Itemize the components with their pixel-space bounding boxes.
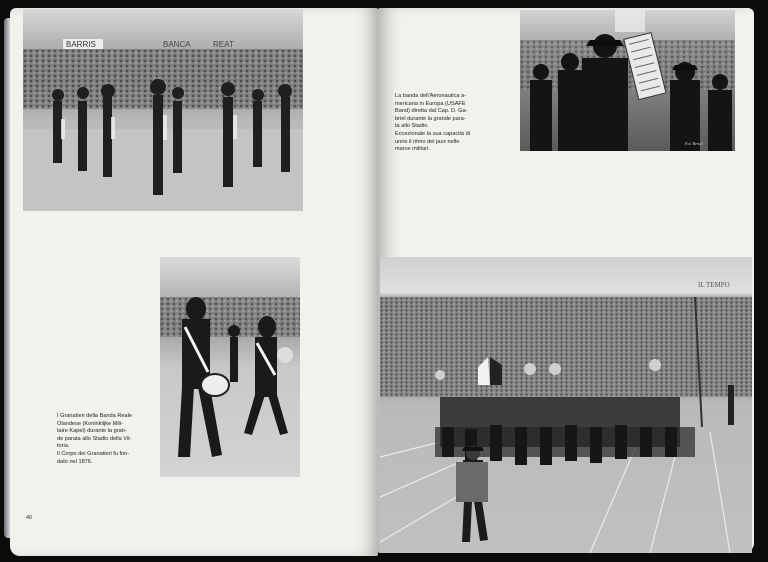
caption-line: unire il ritmo del jazz nelle xyxy=(395,138,460,145)
photo-dutch-grenadiers xyxy=(160,257,300,477)
caption-line: Eccezionale la sua capacità di xyxy=(395,130,470,137)
caption-line: mericana in Europa (USAFE xyxy=(395,100,466,107)
stadium-sign-banca: BANCA xyxy=(163,40,191,49)
caption-line: La banda dell'Aeronautica a- xyxy=(395,93,467,99)
caption-line: briel durante la grande para- xyxy=(395,115,466,122)
caption-line: de parata allo Stadio della Vit- xyxy=(57,435,132,442)
caption-line: Il Corpo dei Granatieri fu fon- xyxy=(57,450,130,457)
caption-line: taire Kapel) durante la gran- xyxy=(57,428,127,435)
caption-line: I Granatieri della Banda Reale xyxy=(57,413,132,419)
photo-usafe-band-conductor xyxy=(520,10,735,151)
stadium-sign-il-tempo: IL TEMPO xyxy=(698,281,730,289)
caption-line: dato nel 1876. xyxy=(57,458,93,465)
page-number: 40 xyxy=(26,515,33,521)
photo-stadium-parade xyxy=(380,257,752,553)
caption-dutch-grenadiers xyxy=(57,413,157,466)
photo-credit: Fot. Bersel xyxy=(685,141,703,146)
stadium-sign-reat: REAT xyxy=(213,40,234,49)
caption-line: toria. xyxy=(57,443,70,450)
caption-usafe-band xyxy=(395,93,485,154)
caption-line: marce militari. xyxy=(395,146,430,153)
caption-line: Band) diretta dal Cap. D. Ga- xyxy=(395,108,468,115)
caption-line: Olandese (Koninklijke Mili- xyxy=(57,420,123,427)
caption-line: ta allo Stadio. xyxy=(395,123,429,130)
photo-stadium-marching-band xyxy=(23,9,303,211)
stadium-sign-barris: BARRIS xyxy=(66,40,96,49)
